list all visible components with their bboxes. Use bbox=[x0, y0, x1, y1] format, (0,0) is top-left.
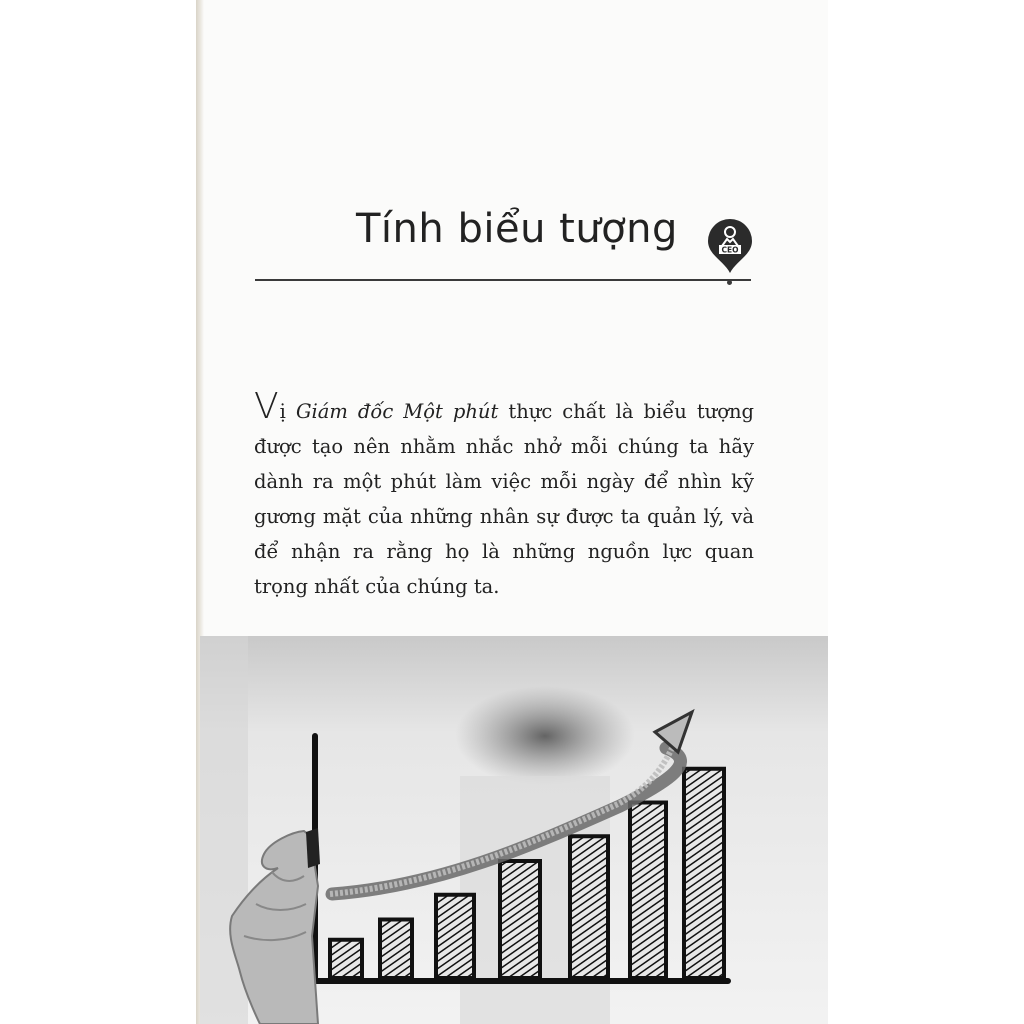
paragraph-start: ị bbox=[279, 400, 296, 423]
chart-bar bbox=[330, 940, 362, 978]
blurred-figure bbox=[455, 686, 635, 786]
divider-dot bbox=[727, 280, 732, 285]
growth-chart-illustration bbox=[200, 636, 828, 1024]
chart-bar bbox=[630, 803, 666, 979]
chart-bar bbox=[684, 769, 724, 978]
chart-bar bbox=[436, 895, 474, 978]
chart-bar bbox=[500, 861, 540, 978]
book-title: Giám đốc Một phút bbox=[295, 400, 499, 423]
drop-cap: V bbox=[254, 386, 279, 427]
marker-pen bbox=[306, 828, 320, 868]
chart-bar bbox=[570, 836, 608, 978]
chapter-title: Tính biểu tượng bbox=[356, 206, 678, 252]
body-paragraph bbox=[254, 386, 755, 604]
title-divider bbox=[255, 279, 751, 281]
badge-label: CEO bbox=[721, 245, 739, 255]
paragraph-rest: thực chất là biểu tượng được tạo nên nhằm nhắc nhở mỗi chúng ta hãy dành ra một phút làm việc mỗi ngày để nhìn kỹ gương mặt của những nhân sự được ta quản lý, và để nhận ra rằng họ là những nguồn lực quan trọng nhất của chúng ta. bbox=[254, 400, 755, 598]
chart-bar bbox=[380, 920, 412, 979]
ceo-person-pin-icon bbox=[706, 217, 754, 275]
